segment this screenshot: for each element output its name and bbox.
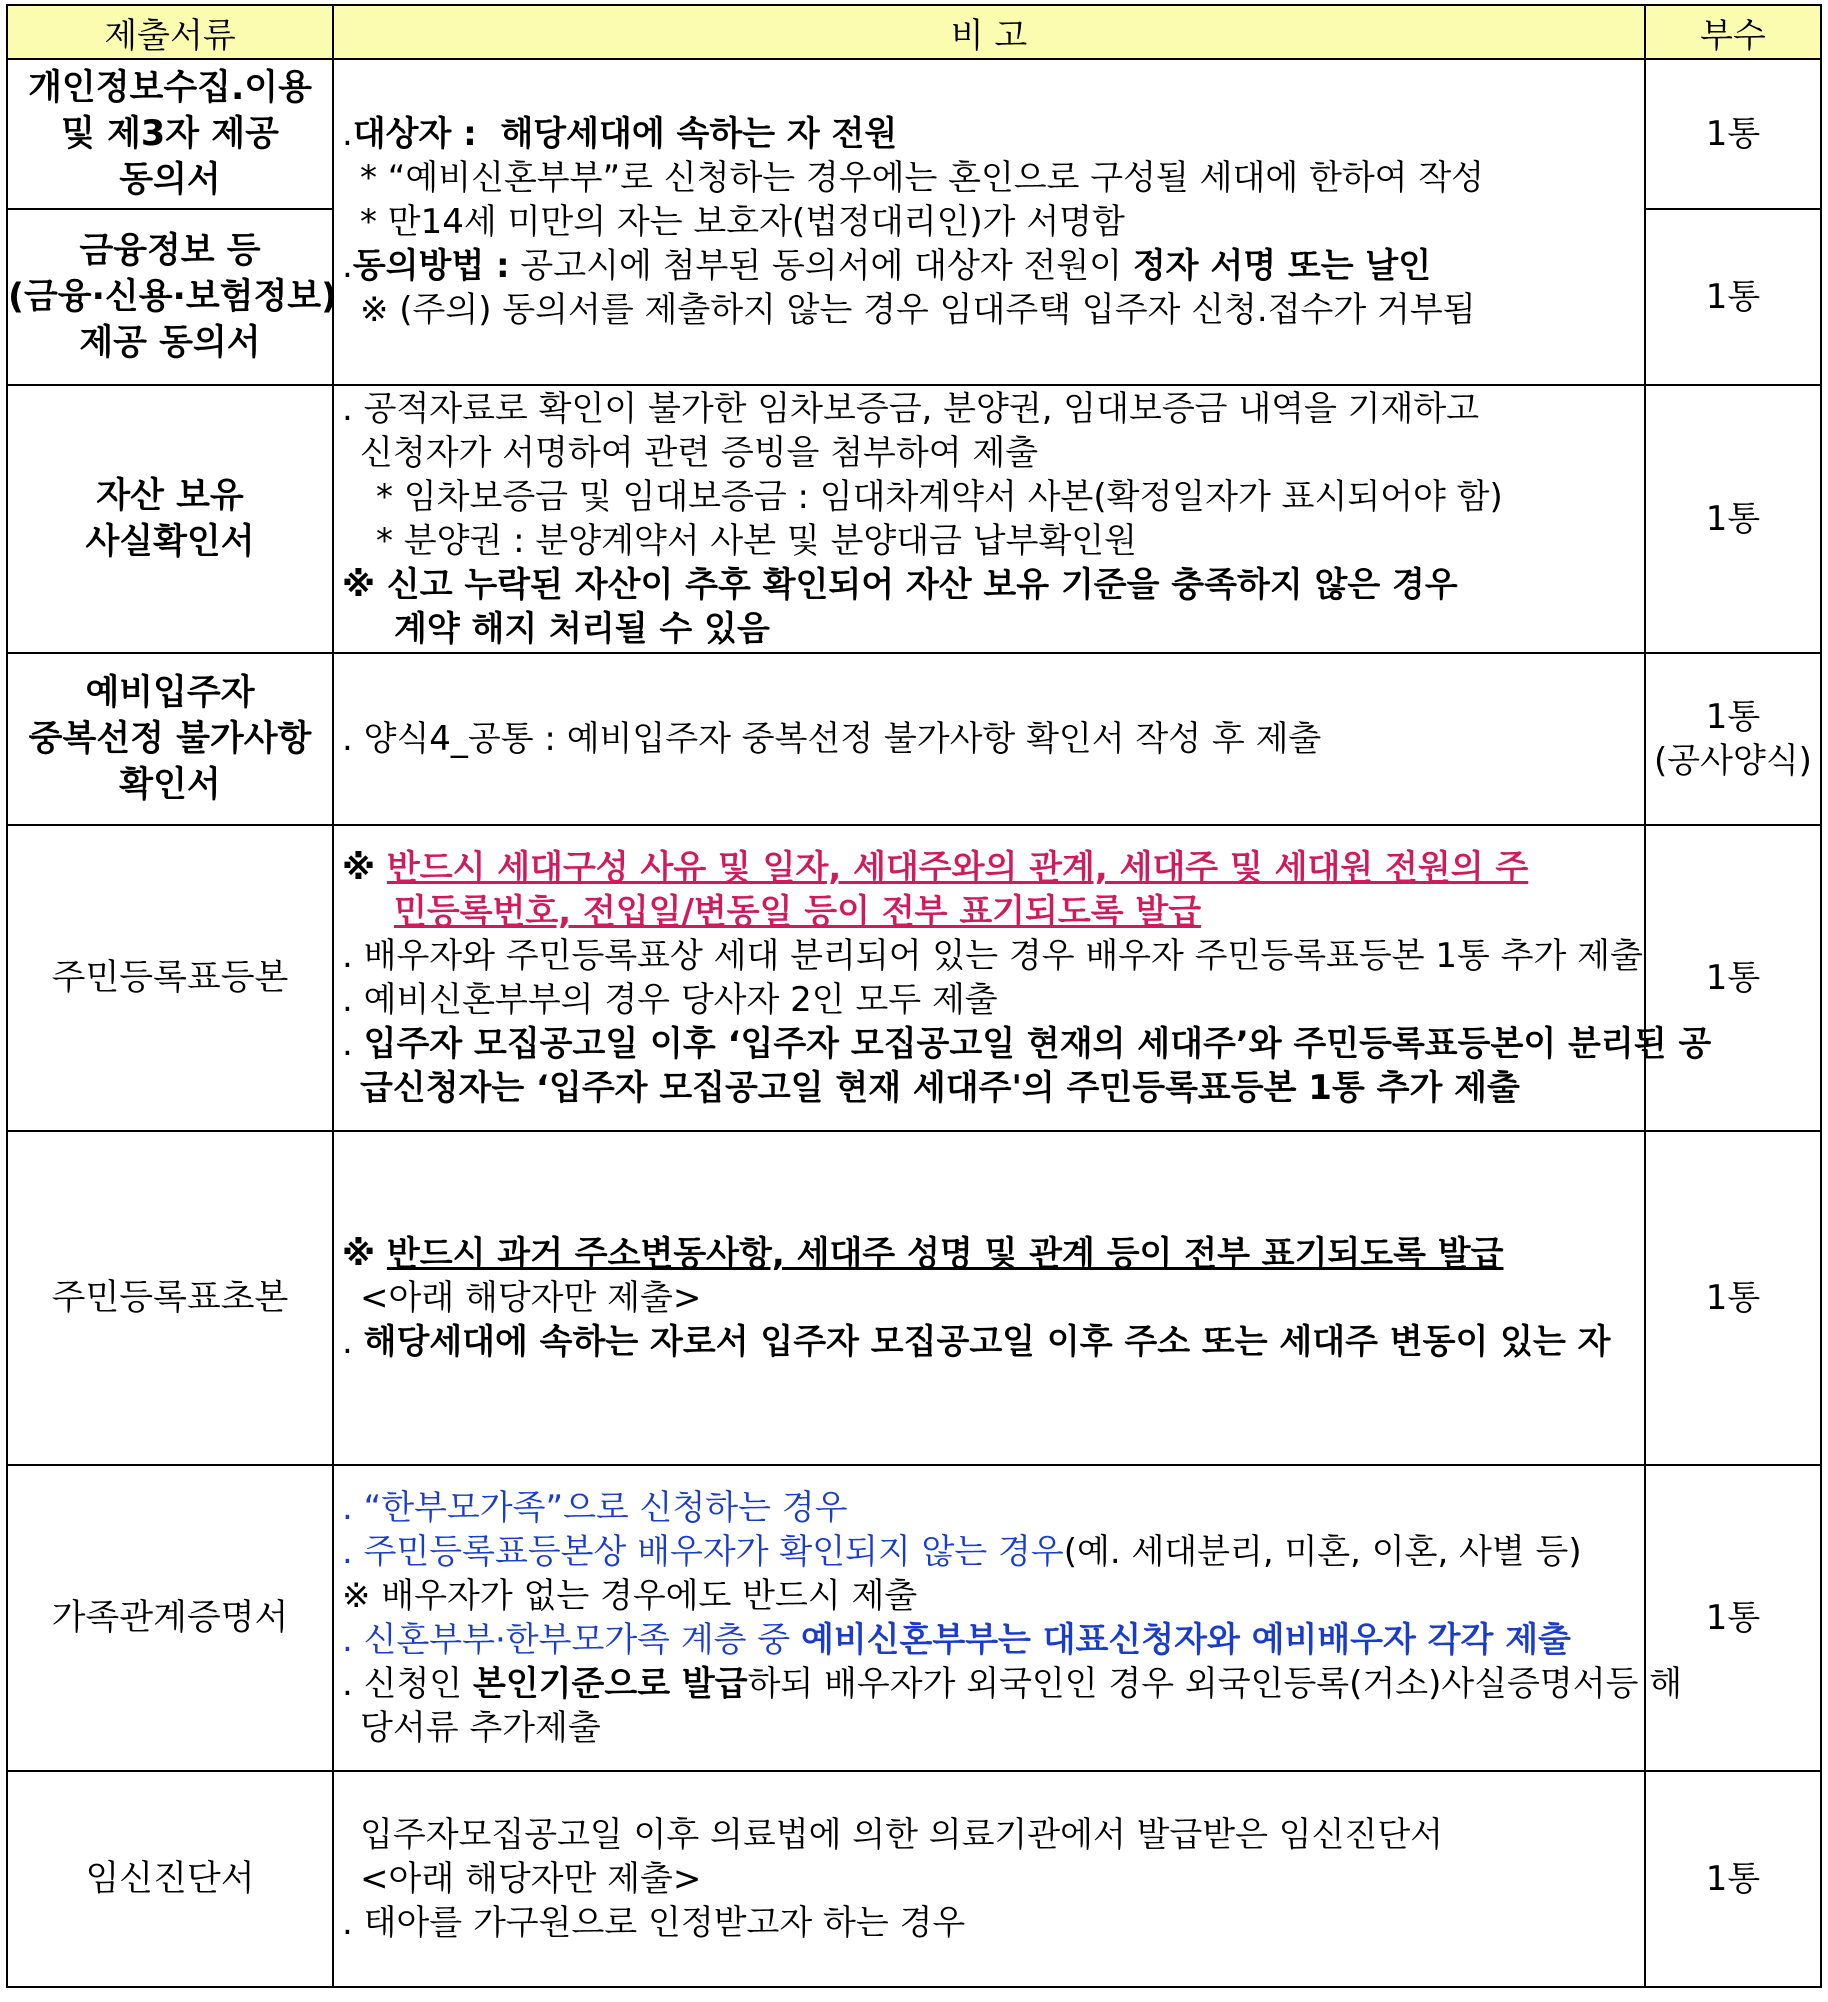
doc-name-resident-abstract: 주민등록표초본 — [7, 1131, 333, 1465]
remarks-resident-abstract — [333, 1131, 1645, 1465]
table-row — [7, 1771, 1821, 1987]
remark-text: 반드시 과거 주소변동사항, 세대주 성명 및 관계 등이 전부 표기되도록 발급 — [386, 1234, 1504, 1274]
remark-text: 본인기준으로 발급 — [472, 1664, 748, 1704]
documents-table — [6, 4, 1822, 1988]
copies-family: 1통 — [1645, 1465, 1821, 1771]
remark-text: 하되 배우자가 외국인인 경우 외국인등록(거소)사실증명서등 해 — [747, 1664, 1683, 1704]
remark-line: 계약 해지 처리될 수 있음 — [394, 609, 770, 649]
doc-name-resident-full: 주민등록표등본 — [7, 825, 333, 1131]
remark-text: 동의방법 : — [352, 246, 510, 286]
doc-name-line: 사실확인서 — [85, 522, 255, 562]
table-row — [7, 385, 1821, 653]
note-mark: ※ — [342, 848, 387, 888]
doc-name-line: 자산 보유 — [96, 476, 244, 516]
remark-line — [342, 846, 1644, 890]
copies-consent-financial: 1통 — [1645, 209, 1821, 385]
remark-line: 입주자모집공고일 이후 의료법에 의한 의료기관에서 발급받은 임신진단서 — [360, 1815, 1444, 1855]
copies-asset: 1통 — [1645, 385, 1821, 653]
remark-line — [342, 1022, 1712, 1066]
remark-line: 신청자가 서명하여 관련 증빙을 첨부하여 제출 — [360, 433, 1039, 473]
copies-pregnancy: 1통 — [1645, 1771, 1821, 1987]
remarks-prelim — [333, 653, 1645, 825]
doc-name-line: 및 제3자 제공 — [61, 114, 279, 154]
table-row — [7, 59, 1821, 209]
remark-line: . 태아를 가구원으로 인정받고자 하는 경우 — [342, 1903, 966, 1943]
copies-consent-personal: 1통 — [1645, 59, 1821, 209]
copies-count: 1통 — [1705, 697, 1761, 737]
doc-name-line: 금융정보 등 — [79, 231, 261, 271]
remark-line: <아래 해당자만 제출> — [360, 1278, 702, 1318]
doc-name-line: 예비입주자 — [85, 673, 255, 713]
remark-line: . 양식4_공통 : 예비입주자 중복선정 불가사항 확인서 작성 후 제출 — [342, 719, 1322, 759]
bullet: . — [342, 114, 353, 154]
doc-name-asset — [7, 385, 333, 653]
doc-name-line: 개인정보수집.이용 — [28, 68, 312, 108]
remark-line: . 공적자료로 확인이 불가한 임차보증금, 분양권, 임대보증금 내역을 기재하고 — [342, 389, 1480, 429]
remark-line: . “한부모가족”으로 신청하는 경우 — [342, 1488, 848, 1528]
remark-text: 공고시에 첨부된 동의서에 대상자 전원이 — [509, 246, 1133, 286]
doc-name-line: 동의서 — [119, 160, 221, 200]
remark-line — [342, 244, 1644, 288]
remark-text: 정자 서명 또는 날인 — [1132, 246, 1432, 286]
remarks-pregnancy — [333, 1771, 1645, 1987]
remark-line — [342, 1662, 1683, 1706]
remark-line: 당서류 추가제출 — [360, 1708, 601, 1748]
remark-line: ※ (주의) 동의서를 제출하지 않는 경우 임대주택 입주자 신청.접수가 거부됨 — [360, 290, 1476, 330]
header-copies: 부수 — [1645, 5, 1821, 59]
remark-text: . 신청인 — [342, 1664, 473, 1704]
header-remarks: 비 고 — [333, 5, 1645, 59]
remark-line — [342, 1530, 1644, 1574]
remark-line: * 임차보증금 및 임대보증금 : 임대차계약서 사본(확정일자가 표시되어야 함) — [376, 477, 1503, 517]
doc-name-line: (금융·신용·보험정보) — [8, 277, 338, 317]
bullet: . — [342, 1322, 364, 1362]
table-row — [7, 1465, 1821, 1771]
remarks-consent — [333, 59, 1645, 385]
bullet: . — [342, 1024, 364, 1064]
copies-form-note: (공사양식) — [1654, 741, 1812, 781]
table-row — [7, 825, 1821, 1131]
table-row — [7, 1131, 1821, 1465]
remark-line: <아래 해당자만 제출> — [360, 1859, 702, 1899]
doc-name-pregnancy: 임신진단서 — [7, 1771, 333, 1987]
remark-line: * 만14세 미만의 자는 보호자(법정대리인)가 서명함 — [360, 202, 1125, 242]
remark-line — [342, 1232, 1644, 1276]
doc-name-consent-financial — [7, 209, 338, 385]
copies-resident-full: 1통 — [1645, 825, 1821, 1131]
remark-line: ※ 배우자가 없는 경우에도 반드시 제출 — [342, 1576, 918, 1616]
note-mark: ※ — [342, 1234, 387, 1274]
remark-line — [342, 1320, 1644, 1364]
remark-text: 민등록번호, 전입일/변동일 등이 전부 표기되도록 발급 — [394, 892, 1202, 932]
remark-text: 반드시 세대구성 사유 및 일자, 세대주와의 관계, 세대주 및 세대원 전원의 주 — [386, 848, 1529, 888]
doc-name-line: 제공 동의서 — [79, 323, 261, 363]
header-documents: 제출서류 — [7, 5, 333, 59]
remarks-family — [333, 1465, 1683, 1771]
remark-text: (예. 세대분리, 미혼, 이혼, 사별 등) — [1063, 1532, 1582, 1572]
doc-name-line: 중복선정 불가사항 — [28, 719, 312, 759]
remark-line: . 예비신혼부부의 경우 당사자 2인 모두 제출 — [342, 980, 998, 1020]
header-row — [7, 5, 1821, 59]
remarks-asset — [333, 385, 1645, 653]
remark-line: * “예비신혼부부”로 신청하는 경우에는 혼인으로 구성될 세대에 한하여 작성 — [360, 158, 1485, 198]
doc-name-consent-personal — [7, 59, 333, 209]
remark-line: . 배우자와 주민등록표상 세대 분리되어 있는 경우 배우자 주민등록표등본 1통 추가 제출 — [342, 936, 1643, 976]
remark-line: 급신청자는 ‘입주자 모집공고일 현재 세대주'의 주민등록표등본 1통 추가 제출 — [360, 1068, 1520, 1108]
remark-text: . 신혼부부·한부모가족 계층 중 — [342, 1620, 801, 1660]
remark-line: * 분양권 : 분양계약서 사본 및 분양대금 납부확인원 — [376, 521, 1137, 561]
remark-text: 입주자 모집공고일 이후 ‘입주자 모집공고일 현재의 세대주’와 주민등록표등본이 분리된 공 — [363, 1024, 1712, 1064]
doc-name-family: 가족관계증명서 — [7, 1465, 333, 1771]
remarks-resident-full — [333, 825, 1712, 1131]
doc-name-line: 확인서 — [119, 765, 221, 805]
remark-line — [342, 112, 1644, 156]
remark-line: ※ 신고 누락된 자산이 추후 확인되어 자산 보유 기준을 충족하지 않은 경우 — [342, 565, 1458, 605]
copies-resident-abstract: 1통 — [1645, 1131, 1821, 1465]
remark-text: 예비신혼부부는 대표신청자와 예비배우자 각각 제출 — [800, 1620, 1571, 1660]
table-row — [7, 653, 1821, 825]
remark-line — [342, 1618, 1644, 1662]
bullet: . — [342, 246, 353, 286]
remark-text: 대상자 : 해당세대에 속하는 자 전원 — [352, 114, 898, 154]
copies-prelim — [1645, 653, 1821, 825]
remark-text: 해당세대에 속하는 자로서 입주자 모집공고일 이후 주소 또는 세대주 변동이 있는 자 — [363, 1322, 1611, 1362]
doc-name-prelim — [7, 653, 333, 825]
remark-text: . 주민등록표등본상 배우자가 확인되지 않는 경우 — [342, 1532, 1064, 1572]
